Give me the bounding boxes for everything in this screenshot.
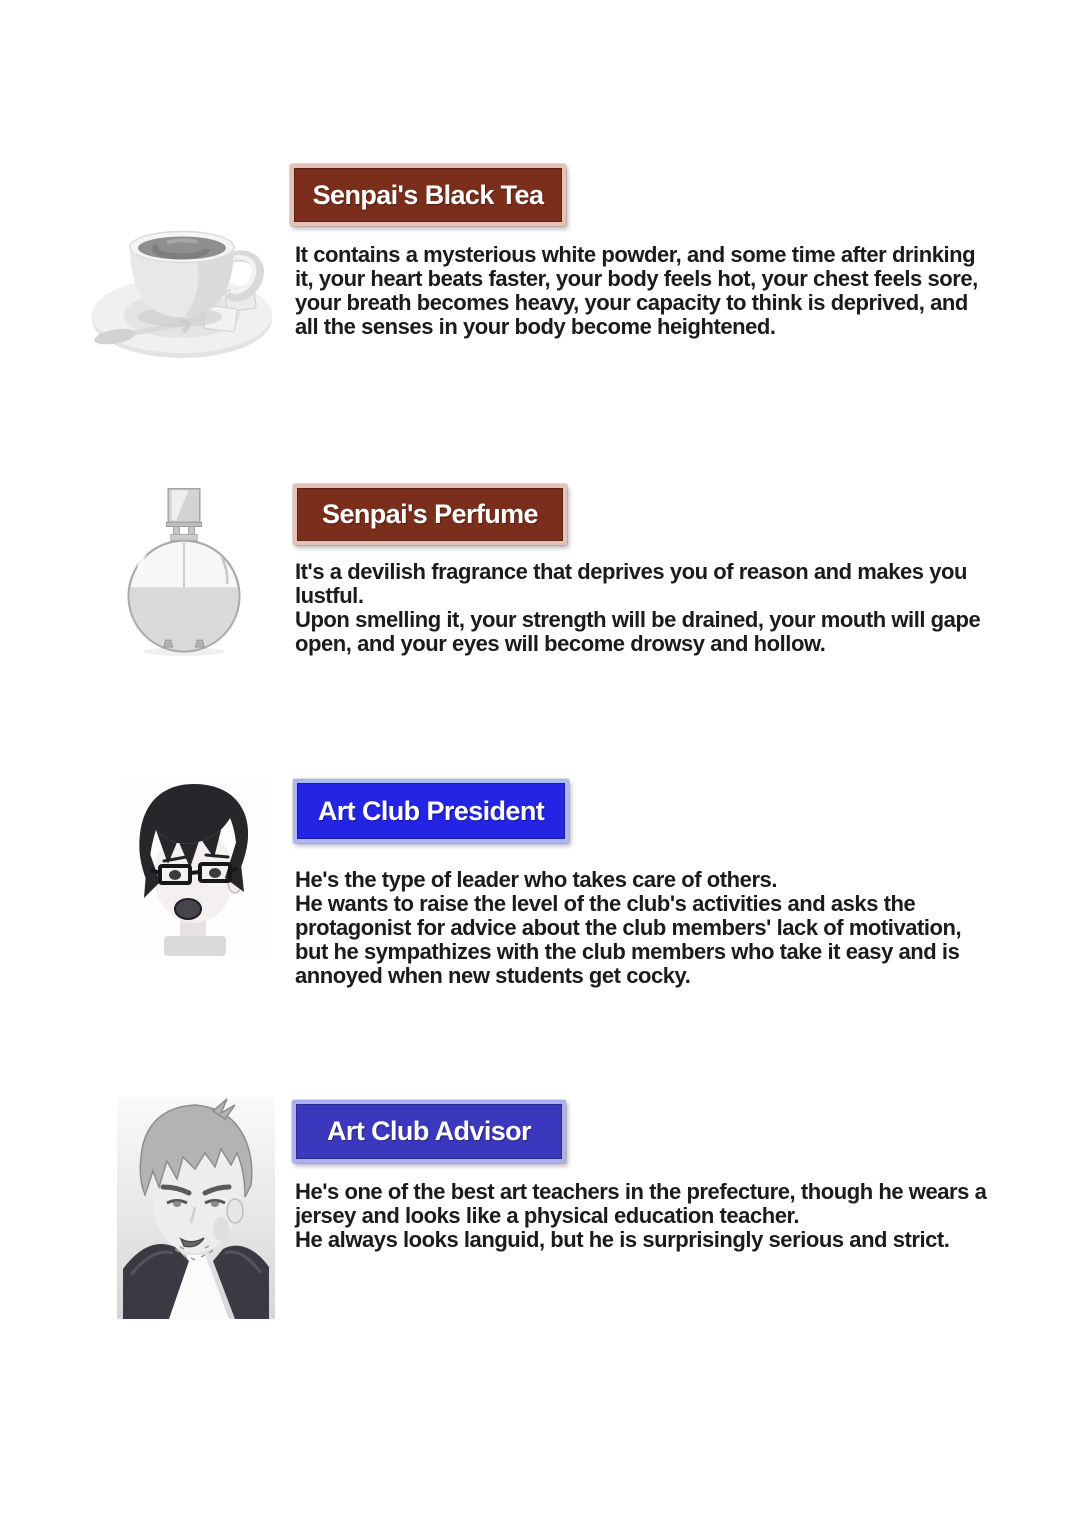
perfume-title: Senpai's Perfume	[322, 499, 538, 529]
description-paragraph: It contains a mysterious white powder, and some time after drinking it, your heart beats faster, your body feels hot, your chest feels sore, your breath becomes heavy, your capacity to think is deprived, and all the senses in your body become heightened.	[295, 242, 978, 339]
perfume-description	[295, 560, 995, 656]
description-paragraph: Upon smelling it, your strength will be drained, your mouth will gape open, and your eyes will become drowsy and hollow.	[295, 607, 981, 656]
black-tea-title: Senpai's Black Tea	[312, 179, 544, 210]
teacup-icon	[85, 205, 280, 360]
description-paragraph: He wants to raise the level of the club's activities and asks the protagonist for advice about the club members' lack of motivation, but he sympathizes with the club members who take it easy and is annoyed when new students get cocky.	[295, 891, 962, 988]
president-title: Art Club President	[317, 795, 545, 826]
perfume-bottle-icon	[118, 476, 250, 666]
description-paragraph: It's a devilish fragrance that deprives you of reason and makes you lustful.	[295, 559, 967, 608]
advisor-title: Art Club Advisor	[327, 1116, 531, 1146]
president-title-banner	[293, 779, 569, 843]
perfume-title-banner	[293, 484, 567, 545]
president-description	[295, 868, 995, 988]
description-paragraph: He always looks languid, but he is surprisingly serious and strict.	[295, 1227, 950, 1252]
black-tea-title-banner	[290, 164, 566, 226]
description-paragraph: He's the type of leader who takes care of others.	[295, 867, 778, 892]
art-club-president-portrait	[120, 778, 268, 956]
advisor-description	[295, 1180, 995, 1252]
advisor-title-banner	[292, 1100, 566, 1163]
description-paragraph: He's one of the best art teachers in the prefecture, though he wears a jersey and looks like a physical education teacher.	[295, 1179, 987, 1228]
art-club-advisor-portrait	[117, 1097, 275, 1319]
black-tea-description	[295, 243, 990, 339]
